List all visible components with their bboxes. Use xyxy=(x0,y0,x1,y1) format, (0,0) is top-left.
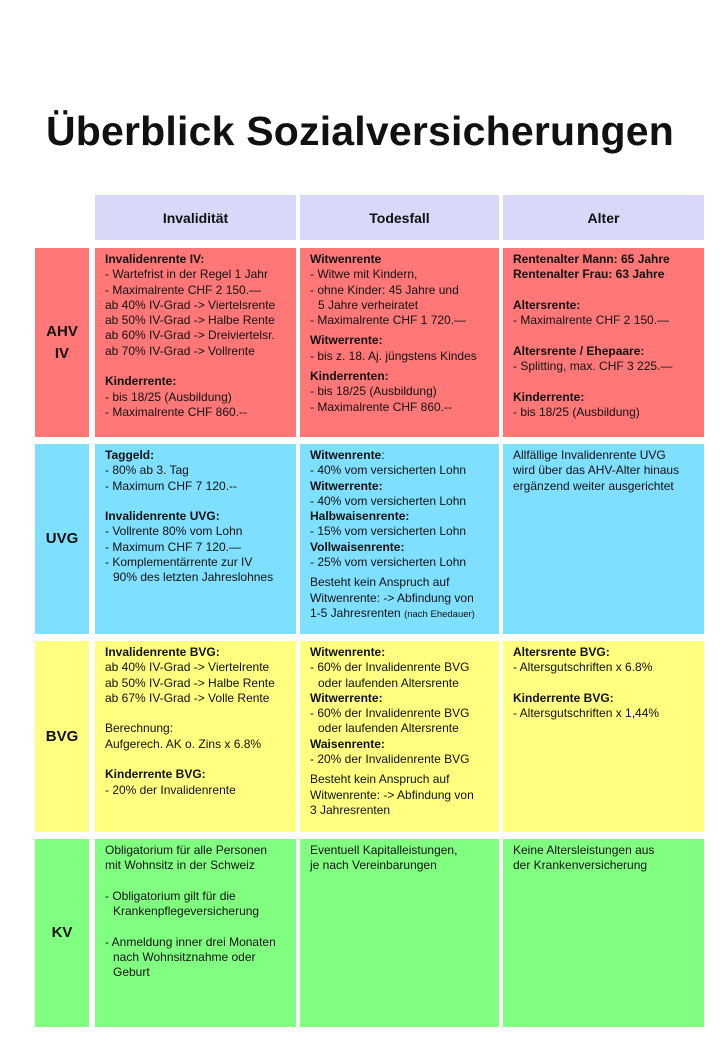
cell-ahv-alter xyxy=(503,248,704,437)
text-line: Altersrente / Ehepaare: xyxy=(513,343,645,358)
cell-ahv-invaliditaet xyxy=(95,248,296,437)
text-line: Berechnung: xyxy=(105,721,174,736)
text-line: Altersrente: xyxy=(513,297,581,312)
text-line: wird über das AHV-Alter hinaus xyxy=(513,463,680,478)
text-line: - 40% vom versicherten Lohn xyxy=(310,463,467,478)
text-line: Witwenrente: -> Abfindung von xyxy=(310,590,474,605)
text-line: - Altersgutschriften x 6.8% xyxy=(513,660,653,675)
text-line: - Maximalrente CHF 2 150.— xyxy=(513,313,670,328)
cell-kv-alter xyxy=(503,839,704,1027)
text-line: Taggeld: xyxy=(105,448,155,462)
text-line: - Maximalrente CHF 860.-- xyxy=(310,399,453,414)
text-line: : xyxy=(381,448,385,462)
text-line: - ohne Kinder: 45 Jahre und xyxy=(310,282,459,297)
text-line: Altersrente BVG: xyxy=(513,645,610,659)
text-line: Invalidenrente BVG: xyxy=(105,645,220,659)
text-line: - Komplementärrente zur IV xyxy=(105,555,253,570)
text-line: Witwenrente xyxy=(310,448,382,462)
text-line: Kinderrente BVG: xyxy=(513,690,614,705)
row-label-uvg: UVG xyxy=(35,444,89,634)
text-line: Witwerrente: xyxy=(310,333,383,348)
page-title: Überblick Sozialversicherungen xyxy=(45,108,675,154)
cell-bvg-todesfall xyxy=(300,641,499,832)
text-line: 90% des letzten Jahreslohnes xyxy=(113,570,274,585)
cell-bvg-invaliditaet xyxy=(95,641,296,832)
text-line: ab 67% IV-Grad -> Volle Rente xyxy=(105,690,270,705)
cell-uvg-invaliditaet xyxy=(95,444,296,634)
text-line: Obligatorium für alle Personen xyxy=(105,843,268,857)
text-line: oder laufenden Altersrente xyxy=(318,675,459,690)
cell-uvg-todesfall xyxy=(300,444,499,634)
text-line: - 80% ab 3. Tag xyxy=(105,463,189,478)
text-line: Geburt xyxy=(113,965,150,980)
text-line: ergänzend weiter ausgerichtet xyxy=(513,478,674,493)
column-header-alter: Alter xyxy=(503,195,704,240)
text-line: - Splitting, max. CHF 3 225.— xyxy=(513,359,673,374)
text-line: Besteht kein Anspruch auf xyxy=(310,575,450,590)
cell-kv-invaliditaet xyxy=(95,839,296,1027)
text-line: - 25% vom versicherten Lohn xyxy=(310,555,467,570)
text-line: Allfällige Invalidenrente UVG xyxy=(513,448,666,462)
text-line: - bis z. 18. Aj. jüngstens Kindes xyxy=(310,348,477,363)
text-line: - 60% der Invalidenrente BVG xyxy=(310,660,470,675)
text-line: Kinderrente: xyxy=(105,374,177,389)
text-line: - 40% vom versicherten Lohn xyxy=(310,493,467,508)
text-line: - 20% der Invalidenrente xyxy=(105,782,236,797)
text-line: Rentenalter Mann: 65 Jahre xyxy=(513,252,670,266)
cell-bvg-alter xyxy=(503,641,704,832)
text-line: - Maximalrente CHF 2 150.— xyxy=(105,282,262,297)
text-line: Witwerrente: xyxy=(310,478,383,493)
text-line: Vollwaisenrente: xyxy=(310,539,405,554)
text-line: - Anmeldung inner drei Monaten xyxy=(105,934,276,949)
text-line: Invalidenrente IV: xyxy=(105,252,205,266)
text-line: (nach Ehedauer) xyxy=(404,608,475,620)
text-line: Waisenrente: xyxy=(310,736,385,751)
text-line: - bis 18/25 (Ausbildung) xyxy=(513,404,640,419)
text-line: Witwenrente: xyxy=(310,645,386,659)
text-line: - bis 18/25 (Ausbildung) xyxy=(105,389,232,404)
row-label-ahv-iv xyxy=(35,248,89,437)
text-line: - bis 18/25 (Ausbildung) xyxy=(310,384,437,399)
text-line: - Maximum CHF 7 120.— xyxy=(105,539,242,554)
text-line: ab 60% IV-Grad -> Dreiviertelsr. xyxy=(105,328,275,343)
text-line: Keine Altersleistungen aus xyxy=(513,843,655,857)
text-line: Kinderrenten: xyxy=(310,369,389,384)
text-line: - Maximalrente CHF 1 720.— xyxy=(310,313,467,328)
text-line: ab 70% IV-Grad -> Vollrente xyxy=(105,343,255,358)
text-line: ab 50% IV-Grad -> Halbe Rente xyxy=(105,313,275,328)
text-line: - Obligatorium gilt für die xyxy=(105,888,236,903)
text-line: ab 40% IV-Grad -> Viertelsrente xyxy=(105,297,276,312)
text-line: mit Wohnsitz in der Schweiz xyxy=(105,858,255,873)
text-line: Witwenrente xyxy=(310,252,382,266)
text-line: - Vollrente 80% vom Lohn xyxy=(105,524,243,539)
row-label-iv: IV xyxy=(54,344,70,362)
text-line: Kinderrente: xyxy=(513,389,585,404)
column-header-todesfall: Todesfall xyxy=(300,195,499,240)
text-line: Invalidenrente UVG: xyxy=(105,509,220,524)
text-line: Eventuell Kapitalleistungen, xyxy=(310,843,458,857)
text-line: - Maximalrente CHF 860.-- xyxy=(105,404,248,419)
text-line: - 20% der Invalidenrente BVG xyxy=(310,752,470,767)
text-line: 3 Jahresrenten xyxy=(310,802,391,817)
text-line: - 60% der Invalidenrente BVG xyxy=(310,706,470,721)
row-label-kv: KV xyxy=(35,839,89,1027)
text-line: - Witwe mit Kindern, xyxy=(310,267,418,282)
text-line: 1-5 Jahresrenten xyxy=(310,605,401,620)
text-line: oder laufenden Altersrente xyxy=(318,721,459,736)
cell-ahv-todesfall xyxy=(300,248,499,437)
cell-kv-todesfall xyxy=(300,839,499,1027)
text-line: je nach Vereinbarungen xyxy=(310,858,437,873)
text-line: - Altersgutschriften x 1,44% xyxy=(513,706,660,721)
text-line: Witwenrente: -> Abfindung von xyxy=(310,787,474,802)
text-line: - Wartefrist in der Regel 1 Jahr xyxy=(105,267,268,282)
cell-uvg-alter xyxy=(503,444,704,634)
text-line: 5 Jahre verheiratet xyxy=(318,297,419,312)
text-line: Kinderrente BVG: xyxy=(105,767,206,782)
text-line: Aufgerech. AK o. Zins x 6.8% xyxy=(105,736,262,751)
text-line: nach Wohnsitznahme oder xyxy=(113,950,256,965)
column-header-invaliditaet: Invalidität xyxy=(95,195,296,240)
row-label-ahv: AHV xyxy=(46,322,78,340)
text-line: - 15% vom versicherten Lohn xyxy=(310,524,467,539)
text-line: der Krankenversicherung xyxy=(513,858,648,873)
text-line: - Maximum CHF 7 120.-- xyxy=(105,478,238,493)
text-line: Witwerrente: xyxy=(310,690,383,705)
text-line: Halbwaisenrente: xyxy=(310,509,410,524)
text-line: ab 40% IV-Grad -> Viertelrente xyxy=(105,660,270,675)
text-line: Besteht kein Anspruch auf xyxy=(310,772,450,787)
text-line: ab 50% IV-Grad -> Halbe Rente xyxy=(105,675,275,690)
text-line: Krankenpflegeversicherung xyxy=(113,904,260,919)
text-line: Rentenalter Frau: 63 Jahre xyxy=(513,267,665,282)
row-label-bvg: BVG xyxy=(35,641,89,832)
